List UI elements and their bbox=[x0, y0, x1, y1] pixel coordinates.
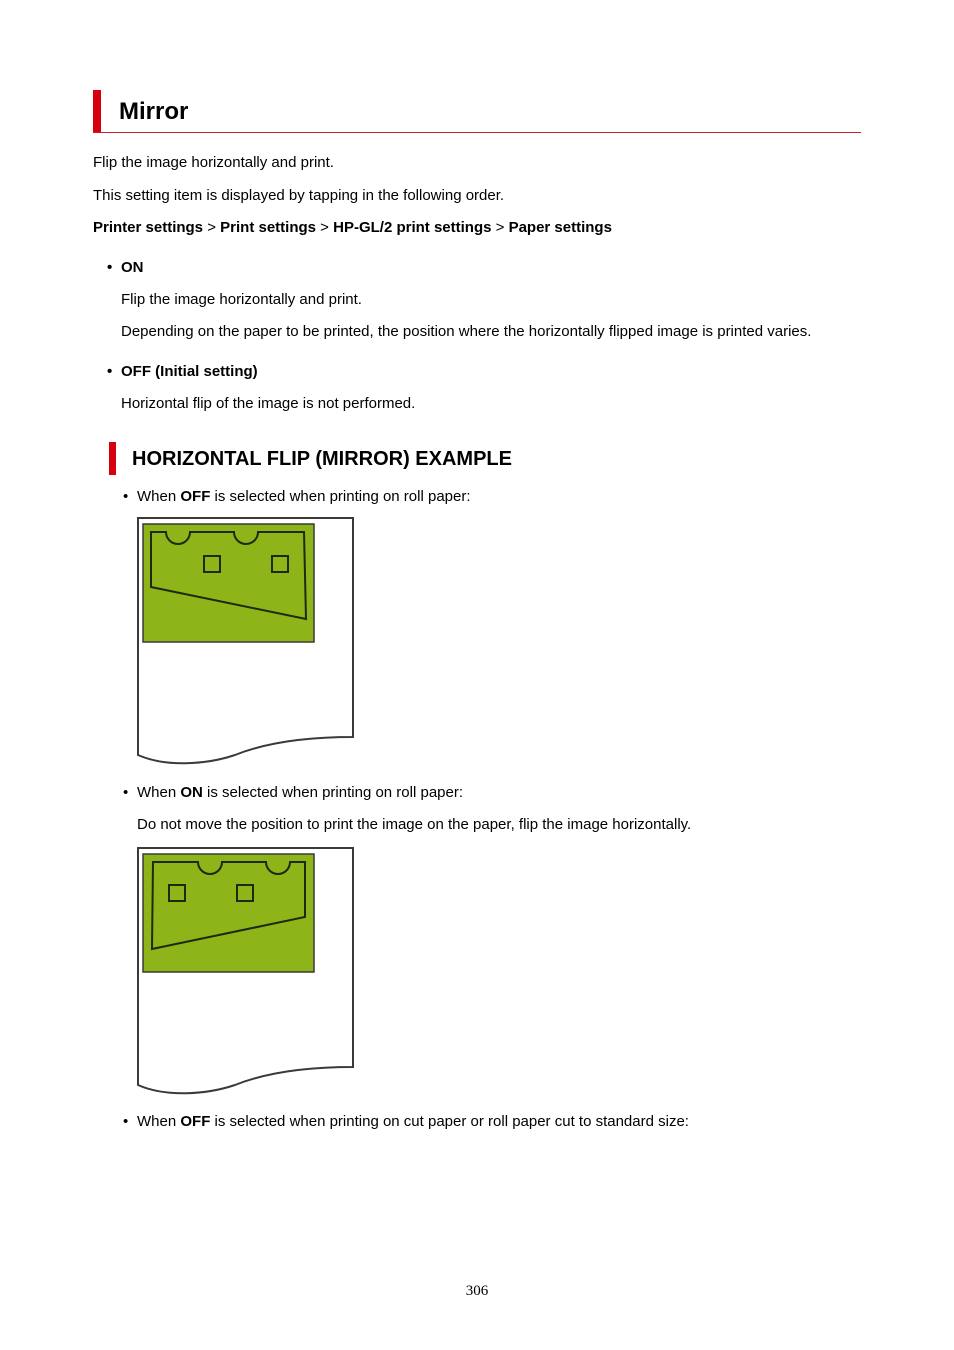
page-number: 306 bbox=[465, 1283, 489, 1299]
title-underline bbox=[93, 132, 861, 133]
example-note: Do not move the position to print the image on the paper, flip the image horizontally. bbox=[137, 816, 692, 833]
section-accent-bar bbox=[109, 442, 116, 475]
caption-text: When bbox=[137, 784, 181, 801]
roll-paper-off-illustration bbox=[135, 515, 357, 770]
printed-image-area bbox=[143, 524, 314, 642]
path-separator: > bbox=[207, 219, 216, 236]
option-description: Flip the image horizontally and print. bbox=[121, 291, 362, 308]
bullet-icon: • bbox=[123, 1113, 129, 1130]
path-item: HP-GL/2 print settings bbox=[333, 219, 492, 236]
printed-image-area bbox=[143, 854, 314, 972]
bullet-icon: • bbox=[107, 259, 113, 276]
roll-paper-on-illustration bbox=[135, 845, 357, 1100]
example-caption bbox=[137, 487, 471, 507]
path-item: Printer settings bbox=[93, 219, 204, 236]
caption-setting: ON bbox=[180, 784, 203, 801]
caption-setting: OFF bbox=[180, 1113, 211, 1130]
page-title: Mirror bbox=[119, 98, 189, 125]
caption-setting: OFF bbox=[180, 488, 211, 505]
settings-path bbox=[93, 218, 612, 238]
caption-text: is selected when printing on cut paper or roll paper cut to standard size: bbox=[210, 1113, 689, 1130]
intro-paragraph: This setting item is displayed by tapping in the following order. bbox=[93, 187, 505, 204]
intro-paragraph: Flip the image horizontally and print. bbox=[93, 154, 334, 171]
bullet-icon: • bbox=[123, 488, 129, 505]
caption-text: is selected when printing on roll paper: bbox=[210, 488, 471, 505]
bullet-icon: • bbox=[107, 363, 113, 380]
title-accent-bar bbox=[93, 90, 101, 133]
example-caption bbox=[137, 783, 463, 803]
option-description: Depending on the paper to be printed, the position where the horizontally flipped image is printed varies. bbox=[121, 323, 812, 340]
caption-text: When bbox=[137, 488, 181, 505]
path-item: Paper settings bbox=[508, 219, 612, 236]
example-caption bbox=[137, 1112, 689, 1132]
section-title: HORIZONTAL FLIP (MIRROR) EXAMPLE bbox=[132, 448, 512, 470]
path-separator: > bbox=[320, 219, 329, 236]
option-label-on: ON bbox=[121, 259, 144, 276]
bullet-icon: • bbox=[123, 784, 129, 801]
caption-text: is selected when printing on roll paper: bbox=[202, 784, 464, 801]
option-description: Horizontal flip of the image is not performed. bbox=[121, 395, 416, 412]
path-item: Print settings bbox=[220, 219, 316, 236]
path-separator: > bbox=[495, 219, 505, 236]
caption-text: When bbox=[137, 1113, 181, 1130]
option-label-off: OFF (Initial setting) bbox=[121, 363, 258, 380]
